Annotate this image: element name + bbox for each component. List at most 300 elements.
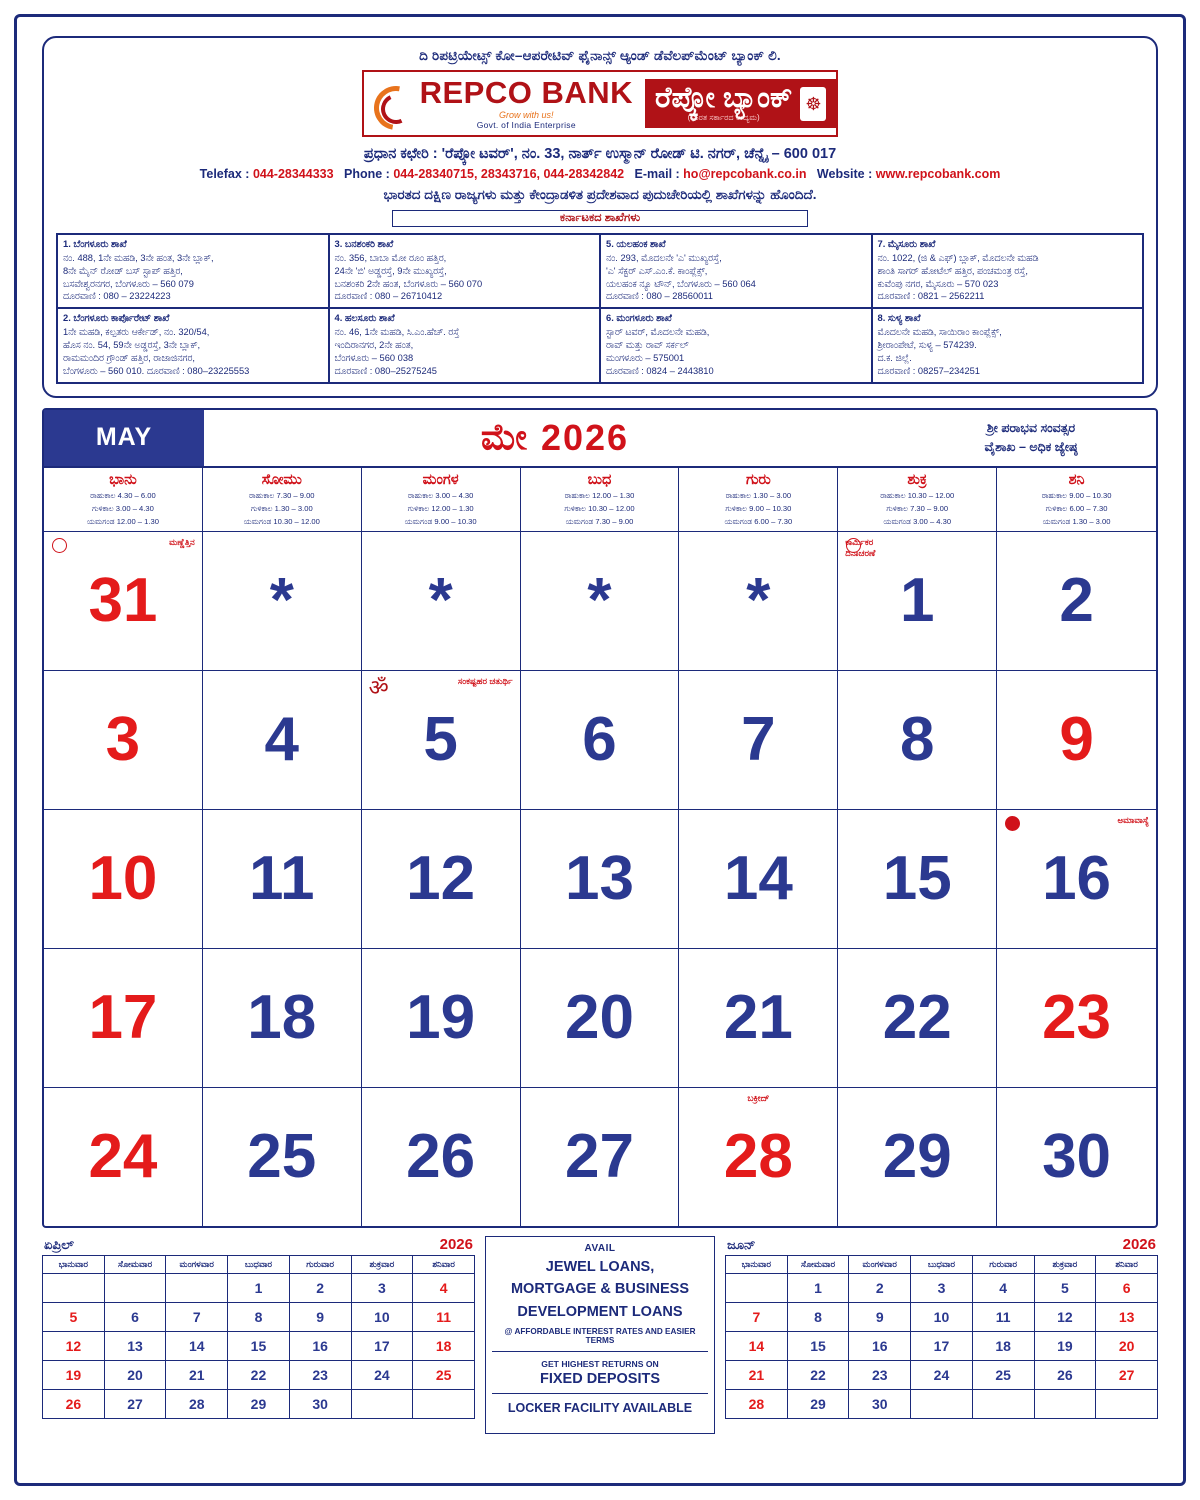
calendar-day-cell[interactable] (203, 949, 362, 1087)
day-number: 3 (105, 704, 141, 774)
swoosh-icon (372, 83, 414, 125)
logo-wordmark: REPCO BANK (419, 75, 633, 110)
telefax-value: 044-28344333 (252, 167, 334, 181)
calendar-day-cell[interactable] (997, 810, 1156, 948)
branch-address-line: ಬಸವೇಶ್ವರನಗರ, ಬೆಂಗಳೂರು – 560 079 (63, 278, 194, 289)
branch-name: 2. ಬೆಂಗಳೂರು ಕಾರ್ಪೊರೇಟ್ ಶಾಖೆ (63, 312, 170, 324)
mini-day-cell[interactable]: 26 (1034, 1360, 1096, 1389)
weekday-timing: ಗುಳಿಕಾಲ 7.30 – 9.00 (886, 503, 949, 513)
mini-calendar-next (725, 1236, 1158, 1419)
mini-day-cell[interactable]: 3 (351, 1273, 413, 1302)
mini-week-row (726, 1360, 1158, 1389)
calendar-day-cell[interactable] (44, 532, 203, 670)
mini-day-cell[interactable]: 12 (43, 1331, 105, 1360)
weekday-header-4 (679, 468, 838, 531)
weekday-header-2 (362, 468, 521, 531)
mini-column-header: ಮಂಗಳವಾರ (166, 1255, 228, 1273)
day-number: 16 (1042, 843, 1112, 913)
mini-column-header: ಭಾನುವಾರ (726, 1255, 788, 1273)
day-number: 19 (406, 982, 476, 1052)
mini-month-name-next: ಜೂನ್ (727, 1236, 756, 1252)
mini-week-row (726, 1302, 1158, 1331)
day-number: 25 (247, 1121, 317, 1191)
calendar-day-cell[interactable] (362, 532, 521, 670)
weekday-timing: ರಾಹುಕಾಲ 12.00 – 1.30 (564, 490, 635, 500)
mini-column-header: ಬುಧವಾರ (911, 1255, 973, 1273)
logo-left (364, 72, 645, 135)
month-english: MAY (44, 410, 204, 466)
mini-day-cell[interactable]: 19 (43, 1360, 105, 1389)
branch-name: 7. ಮೈಸೂರು ಶಾಖೆ (877, 238, 936, 249)
mini-day-cell[interactable] (43, 1273, 105, 1302)
branch-cell (57, 308, 329, 382)
bottom-section (42, 1236, 1158, 1434)
day-number: 15 (882, 843, 952, 913)
logo-grow-tagline: Grow with us! (499, 110, 554, 120)
mini-day-cell[interactable]: 4 (413, 1273, 475, 1302)
mini-week-row (43, 1273, 475, 1302)
mini-day-cell[interactable]: 16 (849, 1331, 911, 1360)
day-number: 7 (741, 704, 776, 774)
day-number: 5 (423, 704, 458, 774)
mini-week-row (43, 1360, 475, 1389)
day-number: 1 (899, 565, 935, 635)
mini-day-cell[interactable]: 11 (413, 1302, 475, 1331)
mini-day-cell[interactable]: 9 (849, 1302, 911, 1331)
weekday-timing: ಯಮಗಂಡ 7.30 – 9.00 (565, 516, 634, 526)
calendar-day-cell[interactable] (362, 810, 521, 948)
branch-address-line: ನಂ. 488, 1ನೇ ಮಹಡಿ, 3ನೇ ಹಂತ, 3ನೇ ಬ್ಲಾಕ್, (63, 252, 214, 263)
weekday-timing: ಯಮಗಂಡ 10.30 – 12.00 (243, 516, 320, 526)
calendar-day-cell[interactable] (44, 1088, 203, 1226)
mini-day-cell[interactable] (104, 1273, 166, 1302)
samvatsara-line2: ವೈಶಾಖ – ಅಧಿಕ ಜ್ಯೇಷ್ಠ (984, 439, 1078, 454)
mini-day-cell[interactable]: 4 (972, 1273, 1034, 1302)
mini-day-cell[interactable]: 20 (104, 1360, 166, 1389)
branch-name: 8. ಸುಳ್ಯ ಶಾಖೆ (877, 312, 921, 324)
mini-day-cell[interactable] (413, 1389, 475, 1418)
branch-address-line: ರಾಮಮಂದಿರ ಗ್ರೌಂಡ್ ಹತ್ತಿರ, ರಾಜಾಜಿನಗರ, (63, 352, 195, 363)
mini-day-cell[interactable] (1096, 1389, 1158, 1418)
day-number: 11 (249, 843, 315, 913)
day-number: 26 (406, 1121, 476, 1191)
branch-address-line: ದೂರವಾಣಿ : 0824 – 2443810 (606, 365, 714, 376)
mini-day-cell[interactable]: 22 (228, 1360, 290, 1389)
mini-day-cell[interactable]: 25 (972, 1360, 1034, 1389)
calendar-day-cell[interactable] (521, 810, 680, 948)
mini-day-cell[interactable]: 28 (726, 1389, 788, 1418)
mini-day-cell[interactable]: 16 (289, 1331, 351, 1360)
branch-address-line: ದ.ಕ. ಜಿಲ್ಲೆ. (877, 352, 912, 363)
branch-address-line: ಬನಶಂಕರಿ 2ನೇ ಹಂತ, ಬೆಂಗಳೂರು – 560 070 (334, 278, 483, 289)
branch-address-line: 'ಎ' ಸೆಕ್ಟರ್ ಎಸ್.ಎಂ.ಕೆ. ಕಾಂಪ್ಲೆಕ್ಸ್, (606, 265, 708, 276)
mini-day-cell[interactable]: 6 (104, 1302, 166, 1331)
mini-day-cell[interactable] (351, 1389, 413, 1418)
mini-day-cell[interactable] (726, 1273, 788, 1302)
mini-day-cell[interactable]: 29 (228, 1389, 290, 1418)
branch-address-line: ಮಂಗಳೂರು – 575001 (606, 352, 685, 363)
mini-day-cell[interactable]: 30 (289, 1389, 351, 1418)
branch-cell (329, 234, 601, 308)
promo-locker: LOCKER FACILITY AVAILABLE (507, 1401, 693, 1416)
calendar-week-row (44, 810, 1156, 949)
branch-address-line: ಬೆಂಗಳೂರು – 560 010. ದೂರವಾಣಿ : 080–23225553 (63, 365, 250, 376)
weekday-timing: ಯಮಗಂಡ 3.00 – 4.30 (883, 516, 952, 526)
day-number: 6 (582, 704, 617, 774)
telefax-label: Telefax : (199, 167, 250, 181)
day-number: 9 (1059, 704, 1094, 774)
branch-name: 4. ಹಲಸೂರು ಶಾಖೆ (334, 312, 395, 324)
day-number: 12 (406, 843, 476, 913)
mini-header-row (43, 1255, 475, 1273)
mini-day-cell[interactable]: 7 (166, 1302, 228, 1331)
branch-address-line: ಶ್ರೀರಾಂಪೇಟೆ, ಸುಳ್ಯ – 574239. (877, 340, 977, 351)
moon-phase-icon (1005, 816, 1020, 831)
mini-column-header: ಶುಕ್ರವಾರ (1034, 1255, 1096, 1273)
branch-cell (329, 308, 601, 382)
weekday-name: ಭಾನು (109, 471, 137, 488)
calendar-week-row (44, 671, 1156, 810)
calendar-day-cell[interactable] (362, 949, 521, 1087)
branch-cell (600, 308, 872, 382)
branch-address-line: ಇಂದಿರಾನಗರ, 2ನೇ ಹಂತ, (334, 340, 414, 351)
mini-day-cell[interactable]: 10 (351, 1302, 413, 1331)
branch-address-line: 24ನೇ 'ಬಿ' ಅಡ್ಡರಸ್ತೆ, 9ನೇ ಮುಖ್ಯರಸ್ತೆ, (334, 265, 447, 276)
branch-address-line: ಯಲಹಂಕ ನ್ಯೂ ಟೌನ್, ಬೆಂಗಳೂರು – 560 064 (606, 278, 756, 289)
calendar-day-cell[interactable] (203, 1088, 362, 1226)
day-number: 29 (882, 1121, 952, 1191)
mini-day-cell[interactable]: 25 (413, 1360, 475, 1389)
mini-day-cell[interactable]: 17 (911, 1331, 973, 1360)
branch-address-line: 1ನೇ ಮಹಡಿ, ಕಲ್ಪತರು ಆರ್ಕೇಡ್, ನಂ. 320/54, (63, 327, 210, 338)
weekday-timing: ಯಮಗಂಡ 9.00 – 10.30 (404, 516, 477, 526)
mini-day-cell[interactable]: 23 (849, 1360, 911, 1389)
mini-column-header: ಗುರುವಾರ (289, 1255, 351, 1273)
calendar-day-cell[interactable] (679, 1088, 838, 1226)
day-note: ಅಮಾವಾಸ್ಯೆ (1117, 814, 1149, 825)
phone-label: Phone : (344, 167, 390, 181)
calendar-day-cell[interactable] (521, 949, 680, 1087)
empty-day-marker: * (269, 565, 294, 635)
mini-day-cell[interactable]: 12 (1034, 1302, 1096, 1331)
calendar-day-cell[interactable] (44, 810, 203, 948)
mini-week-row (726, 1331, 1158, 1360)
mini-column-header: ಮಂಗಳವಾರ (849, 1255, 911, 1273)
promo-terms: @ AFFORDABLE INTEREST RATES AND EASIER TERMS (492, 1327, 708, 1352)
calendar-day-cell[interactable] (997, 532, 1156, 670)
logo-right (645, 79, 836, 128)
mini-column-header: ಸೋಮವಾರ (787, 1255, 849, 1273)
day-note: ಕಾರ್ಮಿಕರ ದಿನಾಚರಣೆ (845, 536, 876, 558)
weekday-timing: ರಾಹುಕಾಲ 7.30 – 9.00 (249, 490, 315, 500)
logo-kannada-wordmark: ರೆಪ್ಕೋ ಬ್ಯಾಂಕ್ (655, 82, 793, 114)
calendar-header (44, 410, 1156, 468)
weekday-header-row (44, 468, 1156, 532)
calendar-day-cell[interactable] (679, 949, 838, 1087)
day-number: 28 (723, 1121, 793, 1191)
mini-week-row (726, 1273, 1158, 1302)
branch-presence-note: ಭಾರತದ ದಕ್ಷಿಣ ರಾಜ್ಯಗಳು ಮತ್ತು ಕೇಂದ್ರಾಡಳಿತ ಪ್ರದೇಶವಾದ ಪುದುಚೇರಿಯಲ್ಲಿ ಶಾಖೆಗಳನ್ನು ಹೊಂದಿದೆ. (383, 187, 817, 202)
mini-column-header: ಶನಿವಾರ (413, 1255, 475, 1273)
empty-day-marker: * (428, 565, 453, 635)
day-number: 14 (723, 843, 793, 913)
mini-head-previous (42, 1236, 475, 1255)
mini-day-cell[interactable]: 1 (228, 1273, 290, 1302)
weekday-timing: ಗುಳಿಕಾಲ 9.00 – 10.30 (725, 503, 792, 513)
promo-avail: AVAIL (584, 1242, 616, 1254)
mini-table-next (725, 1255, 1158, 1419)
branch-address-line: ದೂರವಾಣಿ : 08257–234251 (877, 365, 980, 376)
promo-line2: MORTGAGE & BUSINESS (510, 1281, 690, 1298)
promo-line3: DEVELOPMENT LOANS (517, 1304, 683, 1321)
calendar-day-cell[interactable] (679, 671, 838, 809)
calendar-weeks (44, 532, 1156, 1226)
day-number: 13 (565, 843, 634, 913)
weekday-header-6 (997, 468, 1156, 531)
mini-day-cell[interactable] (972, 1389, 1034, 1418)
mini-day-cell[interactable]: 15 (787, 1331, 849, 1360)
mini-column-header: ಗುರುವಾರ (972, 1255, 1034, 1273)
promo-box (485, 1236, 715, 1434)
weekday-timing: ರಾಹುಕಾಲ 4.30 – 6.00 (90, 490, 156, 500)
branch-cell (872, 308, 1144, 382)
promo-returns: GET HIGHEST RETURNS ON (541, 1359, 659, 1370)
weekday-timing: ಗುಳಿಕಾಲ 6.00 – 7.30 (1045, 503, 1108, 513)
mini-day-cell[interactable]: 28 (166, 1389, 228, 1418)
website-value[interactable]: www.repcobank.com (875, 167, 1001, 181)
mini-week-row (43, 1389, 475, 1418)
mini-day-cell[interactable]: 5 (43, 1302, 105, 1331)
calendar-day-cell[interactable] (679, 532, 838, 670)
branch-address-line: ಶಾಂತಿ ಸಾಗರ್ ಹೋಟೆಲ್ ಹತ್ತಿರ, ಪಂಚಮಂತ್ರ ರಸ್ತೆ, (877, 265, 1028, 276)
branch-address-line: ಮೊದಲನೇ ಮಹಡಿ, ಸಾಯಿರಾಂ ಕಾಂಪ್ಲೆಕ್ಸ್, (877, 327, 1002, 338)
weekday-timing: ಯಮಗಂಡ 6.00 – 7.30 (724, 516, 793, 526)
mini-day-cell[interactable]: 14 (166, 1331, 228, 1360)
mini-header-row (726, 1255, 1158, 1273)
mini-day-cell[interactable]: 19 (1034, 1331, 1096, 1360)
promo-fixed-deposits: FIXED DEPOSITS (492, 1371, 708, 1394)
day-number: 17 (88, 982, 158, 1052)
mini-day-cell[interactable]: 8 (787, 1302, 849, 1331)
mini-year-next: 2026 (1122, 1235, 1156, 1253)
mini-day-cell[interactable]: 23 (289, 1360, 351, 1389)
ganesha-icon: ॐ (368, 674, 389, 700)
calendar-day-cell[interactable] (203, 532, 362, 670)
bank-header-panel (42, 36, 1158, 398)
samvatsara-block (906, 410, 1156, 466)
day-number: 23 (1042, 982, 1112, 1052)
mini-day-cell[interactable]: 13 (104, 1331, 166, 1360)
mini-day-cell[interactable]: 15 (228, 1331, 290, 1360)
branch-address-line: 8ನೇ ಮೈನ್ ರೋಡ್ ಬಸ್ ಸ್ಟಾಪ್ ಹತ್ತಿರ, (63, 265, 183, 276)
weekday-timing: ರಾಹುಕಾಲ 3.00 – 4.30 (407, 490, 474, 500)
logo-kannada-sub: (ಭಾರತ ಸರ್ಕಾರದ ಉದ್ಯಮ) (687, 113, 760, 122)
branch-name: 5. ಯಲಹಂಕ ಶಾಖೆ (606, 238, 666, 249)
calendar-day-cell[interactable] (679, 810, 838, 948)
calendar-day-cell[interactable] (44, 949, 203, 1087)
branch-address-line: ನಂ. 1022, (ಜಿ & ಎಫ್) ಬ್ಲಾಕ್, ಮೊದಲನೇ ಮಹಡಿ (877, 252, 1039, 263)
mini-day-cell[interactable]: 21 (166, 1360, 228, 1389)
calendar-day-cell[interactable] (838, 949, 997, 1087)
mini-day-cell[interactable]: 9 (289, 1302, 351, 1331)
day-number: 8 (899, 704, 935, 774)
calendar-day-cell[interactable] (838, 810, 997, 948)
mini-column-header: ಬುಧವಾರ (228, 1255, 290, 1273)
repco-logo (362, 70, 839, 137)
day-number: 20 (565, 982, 634, 1052)
month-kannada-year (204, 410, 906, 466)
calendar-day-cell[interactable] (521, 532, 680, 670)
mini-week-row (726, 1389, 1158, 1418)
head-office-address: ಪ್ರಧಾನ ಕಛೇರಿ : 'ರೆಪ್ಕೋ ಟವರ್', ನಂ. 33, ನಾರ್ತ್ ಉಸ್ಮಾನ್ ರೋಡ್ ಟಿ. ನಗರ್, ಚೆನ್ನೈ – 600 017 (363, 146, 837, 162)
weekday-name: ಸೋಮು (261, 471, 302, 488)
branch-cell (57, 234, 329, 308)
mini-year-previous: 2026 (439, 1235, 473, 1253)
mini-day-cell[interactable] (166, 1273, 228, 1302)
mini-day-cell[interactable]: 13 (1096, 1302, 1158, 1331)
mini-day-cell[interactable]: 24 (911, 1360, 973, 1389)
mini-day-cell[interactable]: 20 (1096, 1331, 1158, 1360)
weekday-timing: ಗುಳಿಕಾಲ 10.30 – 12.00 (564, 503, 635, 513)
mini-day-cell[interactable]: 30 (849, 1389, 911, 1418)
weekday-timing: ರಾಹುಕಾಲ 10.30 – 12.00 (880, 490, 955, 500)
mini-head-next (725, 1236, 1158, 1255)
mini-day-cell[interactable]: 11 (972, 1302, 1034, 1331)
branch-address-line: ಹೊಸ ನಂ. 54, 59ನೇ ಅಡ್ಡರಸ್ತೆ, 3ನೇ ಬ್ಲಾಕ್, (63, 340, 201, 351)
mini-day-cell[interactable]: 6 (1096, 1273, 1158, 1302)
weekday-name: ಶುಕ್ರ (907, 471, 928, 488)
mini-column-header: ಸೋಮವಾರ (104, 1255, 166, 1273)
branch-address-line: ನಂ. 293, ಮೊದಲನೇ 'ಎ' ಮುಖ್ಯರಸ್ತೆ, (606, 252, 722, 263)
mini-day-cell[interactable]: 22 (787, 1360, 849, 1389)
mini-day-cell[interactable]: 18 (413, 1331, 475, 1360)
mini-calendar-previous (42, 1236, 475, 1419)
branch-address-line: ಸ್ಟಾರ್ ಟವರ್, ಮೊದಲನೇ ಮಹಡಿ, (606, 327, 710, 338)
weekday-timing: ರಾಹುಕಾಲ 9.00 – 10.30 (1041, 490, 1112, 500)
mini-day-cell[interactable]: 10 (911, 1302, 973, 1331)
mini-day-cell[interactable]: 2 (849, 1273, 911, 1302)
calendar-week-row (44, 532, 1156, 671)
day-number: 30 (1042, 1121, 1112, 1191)
weekday-name: ಶನಿ (1068, 471, 1085, 488)
mini-day-cell[interactable] (911, 1389, 973, 1418)
weekday-timing: ಯಮಗಂಡ 12.00 – 1.30 (86, 516, 159, 526)
karnataka-branches-bar: ಕರ್ನಾಟಕದ ಶಾಖೆಗಳು (392, 210, 807, 227)
day-number: 22 (882, 982, 952, 1052)
contact-line (56, 167, 1144, 181)
email-label: E-mail : (634, 167, 680, 181)
weekday-header-0 (44, 468, 203, 531)
calendar-day-cell[interactable] (838, 671, 997, 809)
mini-day-cell[interactable]: 5 (1034, 1273, 1096, 1302)
mini-day-cell[interactable]: 17 (351, 1331, 413, 1360)
weekday-name: ಗುರು (745, 471, 771, 488)
branch-address-line: ದೂರವಾಣಿ : 0821 – 2562211 (877, 291, 985, 302)
day-number: 24 (88, 1121, 158, 1191)
weekday-timing: ಗುಳಿಕಾಲ 12.00 – 1.30 (407, 503, 474, 513)
weekday-name: ಮಂಗಳ (422, 471, 459, 488)
mini-day-cell[interactable] (1034, 1389, 1096, 1418)
mini-day-cell[interactable]: 3 (911, 1273, 973, 1302)
day-note: ಸಂಕಷ್ಟಹರ ಚತುರ್ಥಿ (457, 675, 513, 686)
branch-address-line: ದೂರವಾಣಿ : 080 – 28560011 (606, 291, 713, 302)
calendar-day-cell[interactable] (203, 810, 362, 948)
calendar-day-cell[interactable] (362, 1088, 521, 1226)
weekday-timing: ಗುಳಿಕಾಲ 3.00 – 4.30 (92, 503, 154, 513)
mini-day-cell[interactable]: 21 (726, 1360, 788, 1389)
branch-name: 6. ಮಂಗಳೂರು ಶಾಖೆ (606, 312, 672, 324)
phone-value: 044-28340715, 28343716, 044-28342842 (393, 167, 625, 181)
weekday-timing: ಯಮಗಂಡ 1.30 – 3.00 (1042, 516, 1111, 526)
calendar-panel (42, 408, 1158, 1228)
branch-cell (872, 234, 1144, 308)
branch-address-line: ಕುವೆಂಪು ನಗರ, ಮೈಸೂರು – 570 023 (877, 278, 999, 289)
calendar-day-cell[interactable] (838, 1088, 997, 1226)
month-kannada: ಮೇ (480, 416, 529, 458)
day-note: ಮಣ್ಣೆತ್ತಿನ (169, 536, 195, 547)
email-value[interactable]: ho@repcobank.co.in (683, 167, 807, 181)
calendar-day-cell[interactable] (203, 671, 362, 809)
empty-day-marker: * (746, 565, 771, 635)
mini-day-cell[interactable]: 26 (43, 1389, 105, 1418)
mini-day-cell[interactable]: 2 (289, 1273, 351, 1302)
mini-day-cell[interactable]: 8 (228, 1302, 290, 1331)
day-number: 21 (723, 982, 793, 1052)
moon-phase-icon (52, 538, 67, 553)
day-number: 10 (88, 843, 158, 913)
branch-address-line: ದೂರವಾಣಿ : 080 – 26710412 (334, 291, 443, 302)
india-emblem-icon: ☸ (800, 87, 826, 121)
calendar-day-cell[interactable] (521, 1088, 680, 1226)
mini-day-cell[interactable]: 18 (972, 1331, 1034, 1360)
calendar-week-row (44, 1088, 1156, 1226)
mini-column-header: ಶುಕ್ರವಾರ (351, 1255, 413, 1273)
calendar-year: 2026 (540, 416, 630, 458)
website-label: Website : (816, 167, 873, 181)
mini-day-cell[interactable]: 1 (787, 1273, 849, 1302)
mini-day-cell[interactable]: 27 (104, 1389, 166, 1418)
mini-column-header: ಶನಿವಾರ (1096, 1255, 1158, 1273)
mini-day-cell[interactable]: 7 (726, 1302, 788, 1331)
calendar-day-cell[interactable] (521, 671, 680, 809)
weekday-header-1 (203, 468, 362, 531)
branch-name: 1. ಬೆಂಗಳೂರು ಶಾಖೆ (63, 238, 127, 249)
calendar-day-cell[interactable] (838, 532, 997, 670)
day-number: 27 (565, 1121, 634, 1191)
promo-line1: JEWEL LOANS, (545, 1258, 655, 1275)
mini-day-cell[interactable]: 29 (787, 1389, 849, 1418)
mini-month-name-previous: ಏಪ್ರಿಲ್ (44, 1236, 74, 1252)
mini-day-cell[interactable]: 27 (1096, 1360, 1158, 1389)
calendar-week-row (44, 949, 1156, 1088)
branch-address-line: ದೂರವಾಣಿ : 080–25275245 (334, 365, 437, 376)
weekday-timing: ರಾಹುಕಾಲ 1.30 – 3.00 (725, 490, 792, 500)
mini-week-row (43, 1331, 475, 1360)
calendar-day-cell[interactable] (997, 1088, 1156, 1226)
day-number: 4 (264, 704, 300, 774)
branch-address-line: ರಾವ್ ಮತ್ತು ರಾವ್ ಸರ್ಕಲ್ (606, 340, 689, 351)
calendar-day-cell[interactable] (44, 671, 203, 809)
branch-address-line: ನಂ. 46, 1ನೇ ಮಹಡಿ, ಸಿ.ಎಂ.ಹೆಚ್. ರಸ್ತೆ (334, 327, 460, 338)
mini-day-cell[interactable]: 24 (351, 1360, 413, 1389)
calendar-day-cell[interactable] (362, 671, 521, 809)
branch-address-line: ದೂರವಾಣಿ : 080 – 23224223 (63, 291, 171, 302)
calendar-day-cell[interactable] (997, 671, 1156, 809)
mini-week-row (43, 1302, 475, 1331)
calendar-day-cell[interactable] (997, 949, 1156, 1087)
branch-cell (600, 234, 872, 308)
mini-day-cell[interactable]: 14 (726, 1331, 788, 1360)
